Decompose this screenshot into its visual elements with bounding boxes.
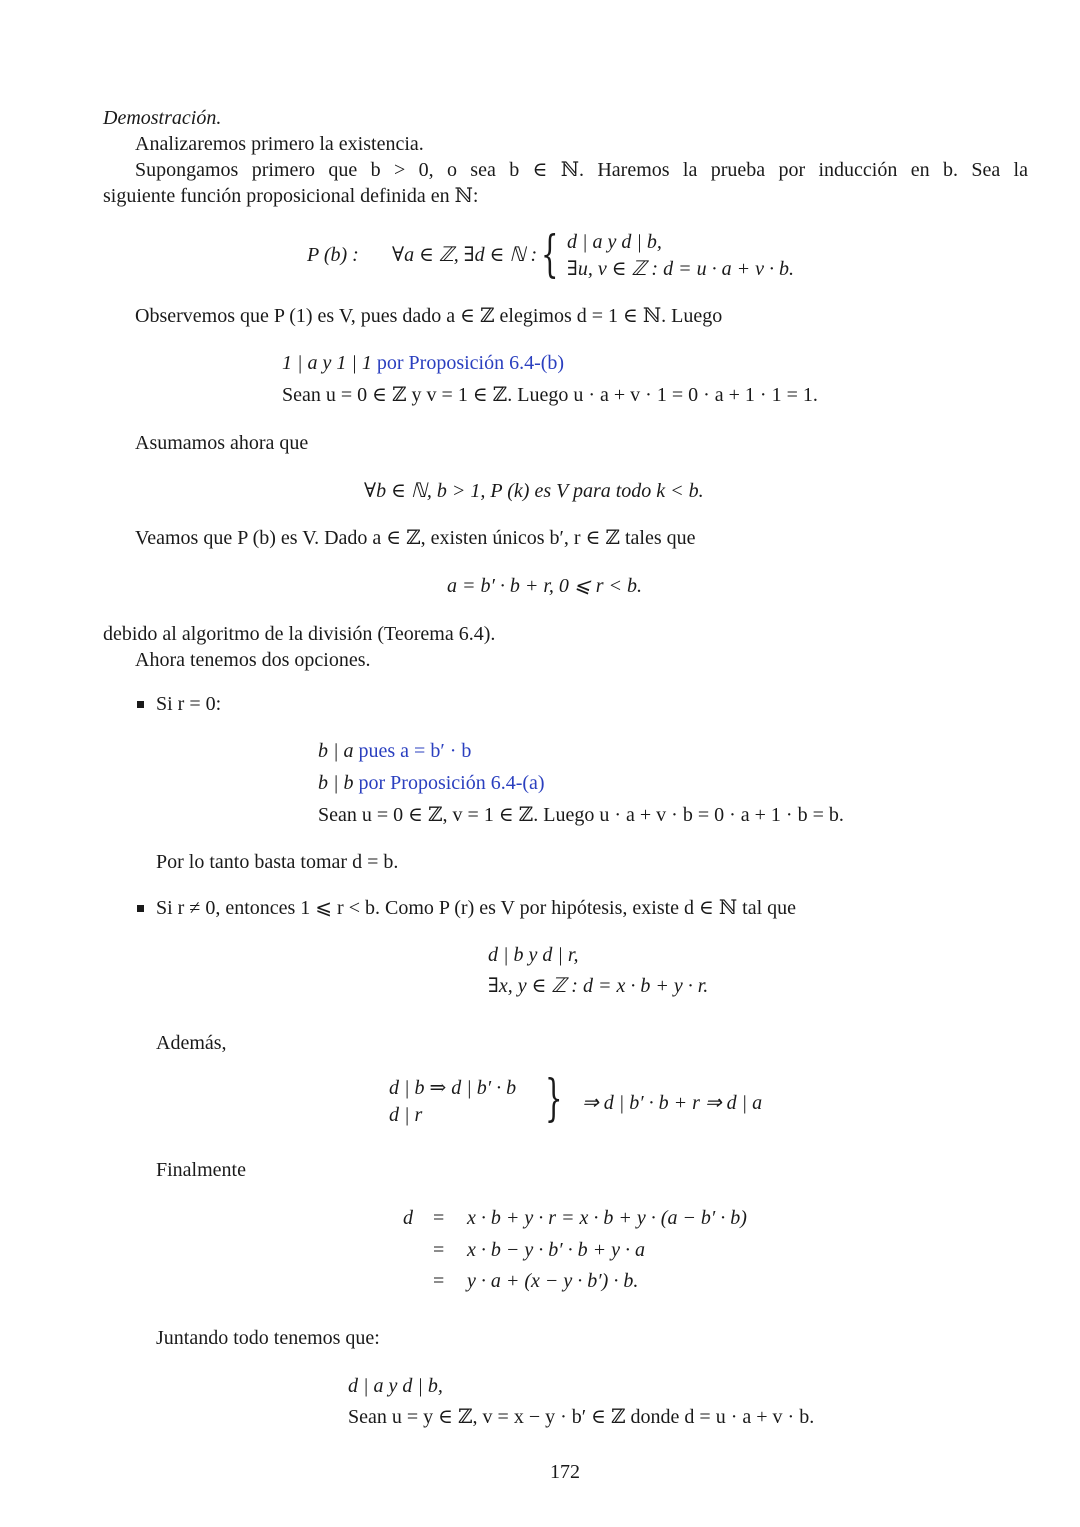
align-eq-1: = — [433, 1207, 445, 1229]
case2-exists-2: ∃x, y ∈ ℤ : d = x · b + y · r. — [488, 975, 709, 997]
pb-label: P (b) : — [307, 244, 359, 266]
case1-line-2: b | b por Proposición 6.4-(a) — [318, 772, 545, 794]
align-rhs-2: x · b − y · b′ · b + y · a — [467, 1239, 645, 1261]
right-brace-icon: } — [545, 1069, 563, 1127]
align-eq-2: = — [433, 1239, 445, 1261]
reference-link: por Proposición 6.4-(a) — [358, 772, 545, 794]
paragraph-options: Ahora tenemos dos opciones. — [135, 649, 371, 671]
case2-finalmente: Finalmente — [156, 1159, 246, 1181]
paragraph-division: debido al algoritmo de la división (Teorema 6.4). — [103, 623, 496, 645]
final-line-1: d | a y d | b, — [348, 1375, 443, 1397]
pb-quantifier: ∀a ∈ ℤ, ∃d ∈ ℕ : — [392, 244, 538, 266]
reference-link: por Proposición 6.4-(b) — [376, 352, 565, 374]
system-implication: ⇒ d | b′ · b + r ⇒ d | a — [582, 1092, 763, 1114]
align-lhs: d — [403, 1207, 413, 1229]
paragraph-suppose-line1: Supongamos primero que b > 0, o sea b ∈ ℕ. Haremos la prueba por inducción en b. Sea la — [135, 159, 1028, 181]
bullet-icon — [137, 701, 144, 708]
proof-title: Demostración. — [103, 107, 222, 129]
case2-heading: Si r ≠ 0, entonces 1 ⩽ r < b. Como P (r) es V por hipótesis, existe d ∈ ℕ tal que — [156, 897, 796, 919]
case1-conclusion: Por lo tanto basta tomar d = b. — [156, 851, 399, 873]
case1-line-3: Sean u = 0 ∈ ℤ, v = 1 ∈ ℤ. Luego u · a + v · b = 0 · a + 1 · b = b. — [318, 804, 844, 826]
align-rhs-3: y · a + (x − y · b′) · b. — [467, 1270, 639, 1292]
bullet-icon — [137, 905, 144, 912]
induction-hypothesis: ∀b ∈ ℕ, b > 1, P (k) es V para todo k < b. — [364, 480, 704, 502]
case2-exists-1: d | b y d | r, — [488, 944, 579, 966]
case2-ademas: Además, — [156, 1032, 227, 1054]
division-equation: a = b′ · b + r, 0 ⩽ r < b. — [447, 575, 642, 597]
final-line-2: Sean u = y ∈ ℤ, v = x − y · b′ ∈ ℤ donde d = u · a + v · b. — [348, 1406, 815, 1428]
align-eq-3: = — [433, 1270, 445, 1292]
reference-link: pues a = b′ · b — [358, 740, 472, 762]
system-line-2: d | r — [389, 1104, 423, 1126]
paragraph-assume: Asumamos ahora que — [135, 432, 309, 454]
pb-condition-1: d | a y d | b, — [567, 231, 662, 253]
paragraph-base-case: Observemos que P (1) es V, pues dado a ∈ ℤ elegimos d = 1 ∈ ℕ. Luego — [135, 305, 723, 327]
paragraph-suppose-line2: siguiente función proposicional definida en ℕ: — [103, 185, 479, 207]
left-brace-icon: { — [541, 225, 559, 283]
pb-condition-2: ∃u, v ∈ ℤ : d = u · a + v · b. — [567, 258, 794, 280]
paragraph-existence: Analizaremos primero la existencia. — [135, 133, 424, 155]
base-line-1: 1 | a y 1 | 1 por Proposición 6.4-(b) — [282, 352, 565, 374]
system-line-1: d | b ⇒ d | b′ · b — [389, 1077, 517, 1099]
case1-heading: Si r = 0: — [156, 693, 222, 715]
case1-line-1: b | a pues a = b′ · b — [318, 740, 472, 762]
paragraph-see: Veamos que P (b) es V. Dado a ∈ ℤ, existen únicos b′, r ∈ ℤ tales que — [135, 527, 696, 549]
case2-juntando: Juntando todo tenemos que: — [156, 1327, 380, 1349]
page-number: 172 — [550, 1461, 580, 1483]
align-rhs-1: x · b + y · r = x · b + y · (a − b′ · b) — [467, 1207, 747, 1229]
base-line-2: Sean u = 0 ∈ ℤ y v = 1 ∈ ℤ. Luego u · a + v · 1 = 0 · a + 1 · 1 = 1. — [282, 384, 818, 406]
